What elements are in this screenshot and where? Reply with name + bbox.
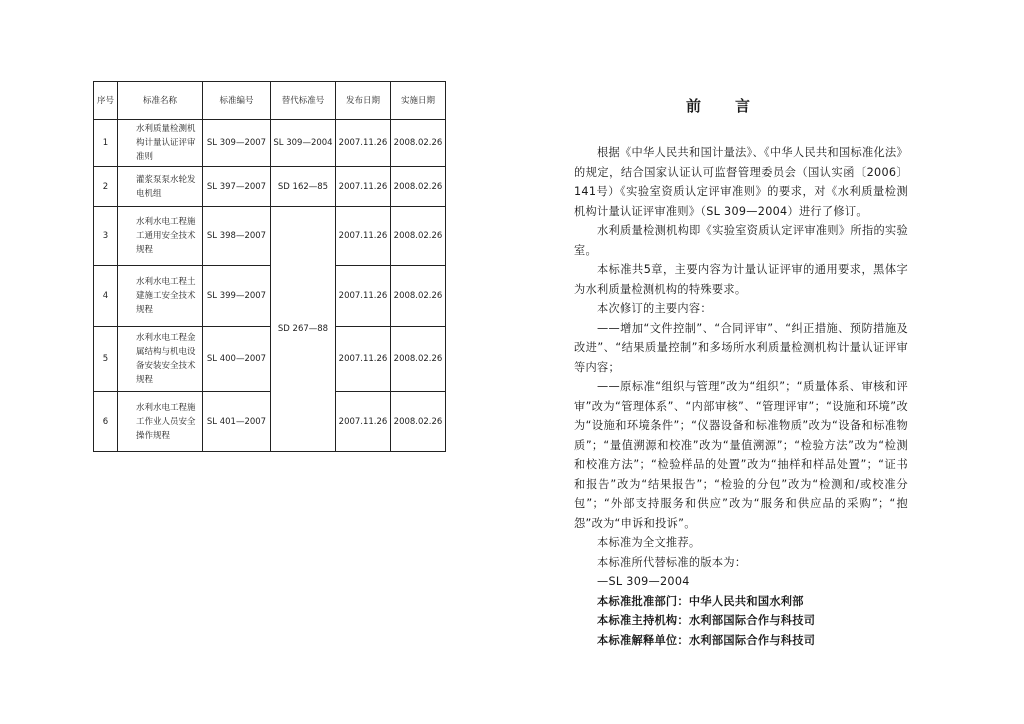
table-row bbox=[94, 120, 446, 167]
preface-paragraph: 本标准为全文推荐。 bbox=[597, 536, 701, 549]
row-no: 6 bbox=[94, 392, 118, 452]
preface-paragraph: 本标准共5章，主要内容为计量认证评审的通用要求，黑体字为水利质量检测机构的特殊要求。 bbox=[574, 263, 908, 296]
standards-table bbox=[93, 81, 446, 452]
approval-department: 本标准批准部门：中华人民共和国水利部 bbox=[597, 594, 804, 608]
header-code: 标准编号 bbox=[203, 82, 271, 120]
row-published: 2007.11.26 bbox=[336, 120, 391, 167]
row-code: SL 400—2007 bbox=[203, 327, 271, 392]
row-replaces: SL 309—2004 bbox=[271, 120, 336, 167]
row-code: SL 397—2007 bbox=[203, 167, 271, 207]
header-no: 序号 bbox=[94, 82, 118, 120]
preface-paragraph: 根据《中华人民共和国计量法》、《中华人民共和国标准化法》的规定，结合国家认证认可监督管理委员会（国认实函〔2006〕141号）《实验室资质认定评审准则》的要求，对《水利质量检测机构计量认证评审准则》（SL 309—2004）进行了修订。 bbox=[574, 146, 908, 218]
preface-paragraph: 水利质量检测机构即《实验室资质认定评审准则》所指的实验室。 bbox=[574, 224, 908, 257]
table-row bbox=[94, 266, 446, 327]
table-header-row bbox=[94, 82, 446, 120]
row-published: 2007.11.26 bbox=[336, 392, 391, 452]
row-effective: 2008.02.26 bbox=[391, 207, 446, 266]
row-effective: 2008.02.26 bbox=[391, 266, 446, 327]
preface-paragraph: ——原标准“组织与管理”改为“组织”；“质量体系、审核和评审”改为“管理体系”、“内部审核”、“管理评审”；“设施和环境”改为“设施和环境条件”；“仪器设备和标准物质”改为“设备和标准物质”；“量值溯源和校准”改为“量值溯源”；“检验方法”改为“检测和校准方法”；“检验样品的处置”改为“抽样和样品处置”；“证书和报告”改为“结果报告”；“检验的分包”改为“检测和/或校准分包”；“外部支持服务和供应”改为“服务和供应品的采购”；“抱怨”改为“申诉和投诉”。 bbox=[574, 380, 908, 530]
row-name: 灌浆泵泵水轮发电机组 bbox=[118, 167, 203, 207]
header-replaces: 替代标准号 bbox=[271, 82, 336, 120]
row-name: 水利水电工程施工作业人员安全操作规程 bbox=[118, 392, 203, 452]
host-institution: 本标准主持机构：水利部国际合作与科技司 bbox=[597, 614, 816, 627]
header-name: 标准名称 bbox=[118, 82, 203, 120]
row-name: 水利水电工程金属结构与机电设备安装安全技术规程 bbox=[118, 327, 203, 392]
row-no: 4 bbox=[94, 266, 118, 327]
table-row bbox=[94, 392, 446, 452]
table-row bbox=[94, 327, 446, 392]
row-published: 2007.11.26 bbox=[336, 266, 391, 327]
preface-title: 前言 bbox=[685, 97, 784, 115]
row-no: 2 bbox=[94, 167, 118, 207]
row-no: 5 bbox=[94, 327, 118, 392]
row-effective: 2008.02.26 bbox=[391, 392, 446, 452]
header-published: 发布日期 bbox=[336, 82, 391, 120]
preface-paragraph: 本标准所代替标准的版本为： bbox=[597, 555, 747, 569]
row-code: SL 398—2007 bbox=[203, 207, 271, 266]
row-code: SL 309—2007 bbox=[203, 120, 271, 167]
row-no: 1 bbox=[94, 120, 118, 167]
row-no: 3 bbox=[94, 207, 118, 266]
table-row bbox=[94, 167, 446, 207]
preface-body bbox=[574, 143, 908, 650]
row-effective: 2008.02.26 bbox=[391, 167, 446, 207]
row-replaces: SD 162—85 bbox=[271, 167, 336, 207]
header-effective: 实施日期 bbox=[391, 82, 446, 120]
row-published: 2007.11.26 bbox=[336, 207, 391, 266]
interpretation-unit: 本标准解释单位：水利部国际合作与科技司 bbox=[597, 633, 816, 647]
row-effective: 2008.02.26 bbox=[391, 327, 446, 392]
row-name: 水利质量检测机构计量认证评审准则 bbox=[118, 120, 203, 167]
row-published: 2007.11.26 bbox=[336, 327, 391, 392]
row-code: SL 401—2007 bbox=[203, 392, 271, 452]
merged-replaces: SD 267—88 bbox=[271, 207, 336, 452]
table-row bbox=[94, 207, 446, 266]
preface-paragraph: ——增加“文件控制”、“合同评审”、“纠正措施、预防措施及改进”、“结果质量控制”和多场所水利质量检测机构计量认证评审等内容； bbox=[574, 321, 908, 374]
row-effective: 2008.02.26 bbox=[391, 120, 446, 167]
preface-paragraph: —SL 309—2004 bbox=[597, 575, 690, 588]
preface-paragraph: 本次修订的主要内容： bbox=[597, 302, 712, 315]
row-name: 水利水电工程施工通用安全技术规程 bbox=[118, 207, 203, 266]
row-code: SL 399—2007 bbox=[203, 266, 271, 327]
row-name: 水利水电工程土建施工安全技术规程 bbox=[118, 266, 203, 327]
row-published: 2007.11.26 bbox=[336, 167, 391, 207]
